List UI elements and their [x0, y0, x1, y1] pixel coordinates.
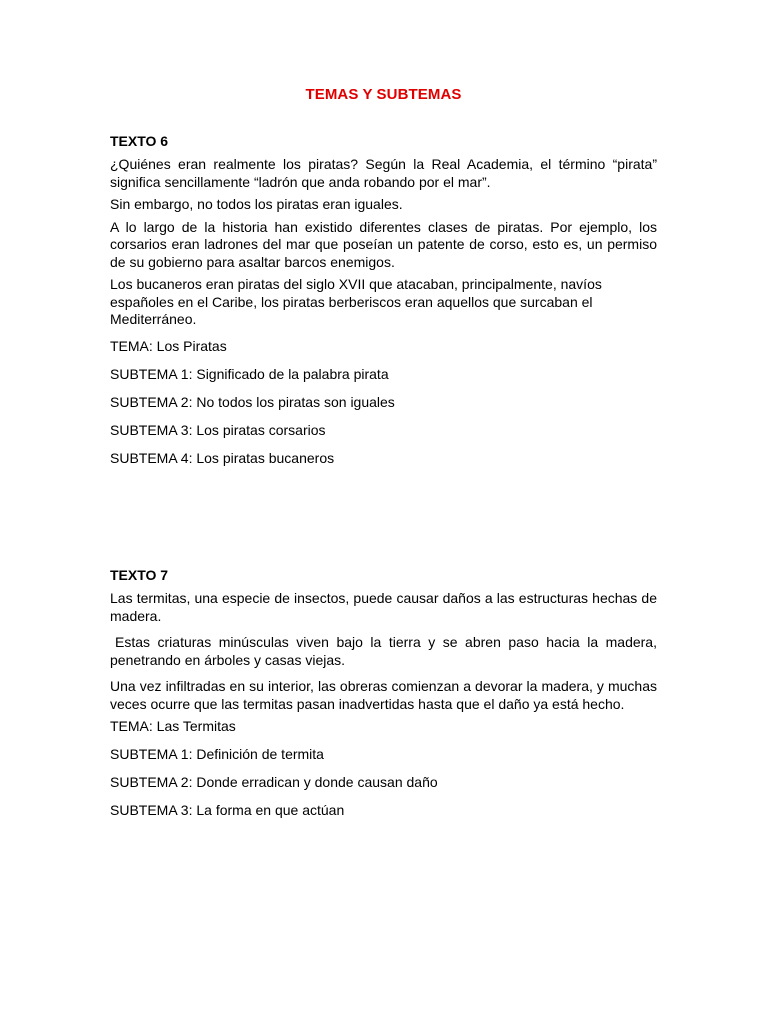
paragraph: A lo largo de la historia han existido diferentes clases de piratas. Por ejemplo, los corsarios eran ladrones del mar que poseían un patente de corso, esto es, un permiso de su gobierno para asaltar barcos enemigos. [110, 218, 657, 270]
section-heading: TEXTO 7 [110, 567, 169, 583]
subtema-line: SUBTEMA 3: Los piratas corsarios [110, 421, 326, 438]
subtema-line: SUBTEMA 2: Donde erradican y donde causan daño [110, 774, 438, 790]
paragraph: Estas criaturas minúsculas viven bajo la tierra y se abren paso hacia la madera, penetrando en árboles y casas viejas. [110, 634, 657, 668]
subtema-line: SUBTEMA 2: No todos los piratas son iguales [110, 393, 395, 410]
subtema-line: SUBTEMA 1: Definición de termita [110, 746, 324, 762]
paragraph: Las termitas, una especie de insectos, puede causar daños a las estructuras hechas de madera. [110, 590, 657, 624]
subtema-line: SUBTEMA 4: Los piratas bucaneros [110, 449, 335, 466]
tema-line: TEMA: Las Termitas [110, 718, 236, 734]
paragraph: ¿Quiénes eran realmente los piratas? Según la Real Academia, el término “pirata” significa sencillamente “ladrón que anda robando por el mar”. [110, 156, 657, 190]
paragraph: Sin embargo, no todos los piratas eran iguales. [110, 196, 403, 212]
document-title: TEMAS Y SUBTEMAS [305, 86, 462, 103]
section-texto-6 [110, 132, 657, 478]
paragraph: Una vez infiltradas en su interior, las obreras comienzan a devorar la madera, y muchas veces ocurre que las termitas pasan inadvertidas hasta que el daño ya está hecho. [110, 678, 657, 712]
subtema-line: SUBTEMA 3: La forma en que actúan [110, 802, 345, 818]
tema-line: TEMA: Los Piratas [110, 337, 227, 354]
section-heading: TEXTO 6 [110, 133, 169, 149]
paragraph: Los bucaneros eran piratas del siglo XVII que atacaban, principalmente, navíos españoles en el Caribe, los piratas berberiscos eran aquellos que surcaban el Mediterráneo. [110, 276, 602, 327]
section-texto-7 [110, 566, 657, 830]
subtema-line: SUBTEMA 1: Significado de la palabra pirata [110, 365, 389, 382]
